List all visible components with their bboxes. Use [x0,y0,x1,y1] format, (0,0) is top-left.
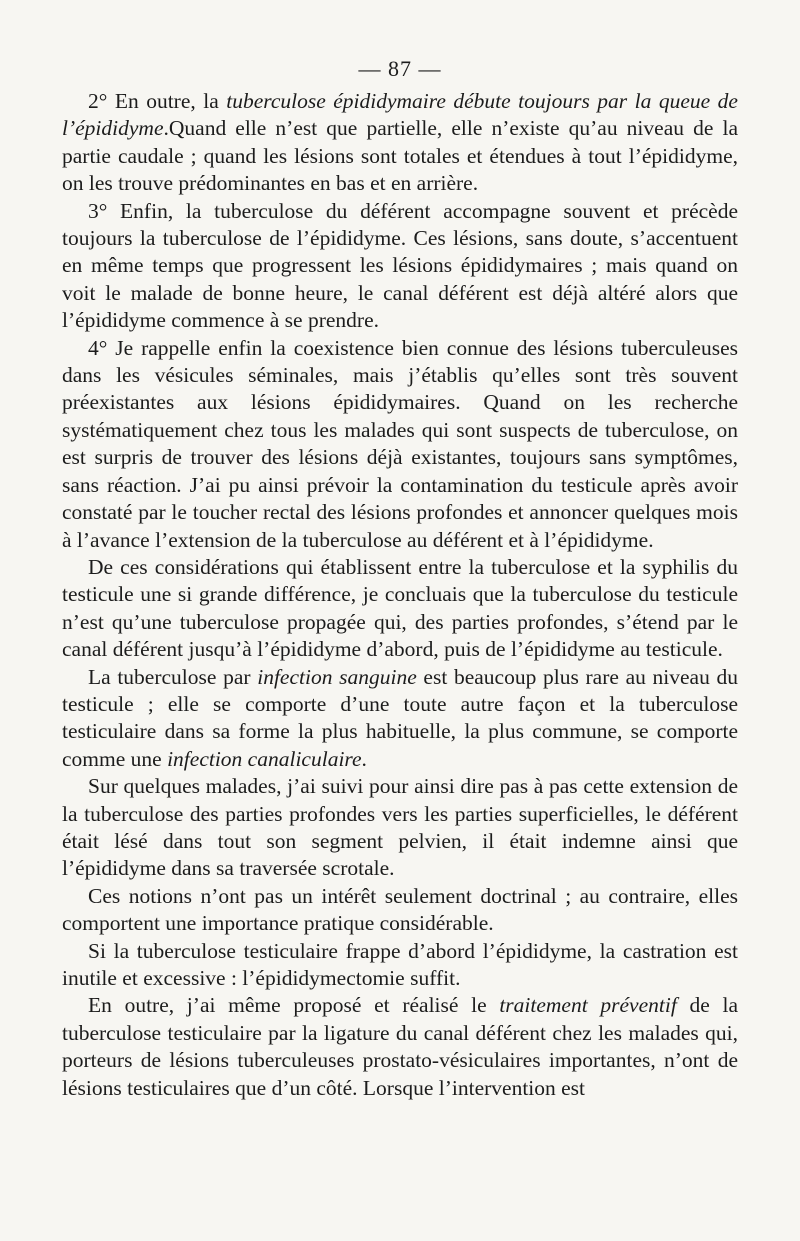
paragraph [62,335,738,554]
text-run: de la tuberculose testiculaire par la ligature du canal déférent chez les malades qui, porteurs de lésions tuberculeuses prostato-vésiculaires importantes, n’ont de lésions testiculaires que d’un côté. Lorsque l’intervention est [62,993,738,1100]
text-run: En outre, j’ai même proposé et réalisé le [88,993,500,1018]
text-run: Sur quelques malades, j’ai suivi pour ainsi dire pas à pas cette extension de la tuberculose des parties profondes vers les parties superficielles, le déférent était lésé dans tout son segment pelvien, il était indemne ainsi que l’épididyme dans sa traversée scrotale. [62,774,738,881]
text-run: Si la tuberculose testiculaire frappe d’abord l’épididyme, la castration est inutile et excessive : l’épididymectomie suffit. [62,938,738,990]
paragraph [62,992,738,1102]
paragraph [62,883,738,938]
text-run: 3° Enfin, la tuberculose du déférent accompagne souvent et précède toujours la tuberculose de l’épididyme. Ces lésions, sans doute, s’accentuent en même temps que progressent les lésions épididymaires ; mais quand on voit le malade de bonne heure, le canal déférent est déjà altéré alors que l’épididyme commence à se prendre. [62,198,738,333]
italic-text: infection canaliculaire [167,746,362,771]
italic-text: tuberculose épididymaire débute toujours par la queue de l’épididyme [62,89,738,141]
paragraph [62,938,738,993]
text-run: est beaucoup plus rare au niveau du testicule ; elle se comporte d’une toute autre façon et la tuberculose testiculaire dans sa forme la plus habituelle, la plus commune, se comporte comme une [62,664,738,771]
paragraph [62,198,738,335]
page-number: — 87 — [358,56,442,81]
body-text [62,88,738,1102]
text-run: De ces considérations qui établissent entre la tuberculose et la syphilis du testicule une si grande différence, je concluais que la tuberculose du testicule n’est qu’une tuberculose propagée qui, des parties profondes, s’étend par le canal déférent jusqu’à l’épididyme d’abord, puis de l’épididyme au testicule. [62,554,738,662]
text-run: Ces notions n’ont pas un intérêt seulement doctrinal ; au contraire, elles comportent une importance pratique considérable. [62,883,738,936]
text-run: .Quand elle n’est que partielle, elle n’existe qu’au niveau de la partie caudale ; quand les lésions sont totales et étendues à tout l’épididyme, on les trouve prédominantes en bas et en arrière. [62,116,738,196]
paragraph [62,773,738,883]
text-run: . [361,746,367,771]
text-run: 2° En outre, la [88,89,227,113]
paragraph [62,88,738,198]
paragraph [62,664,738,774]
italic-text: traitement préventif [499,993,677,1018]
italic-text: infection sanguine [257,664,417,689]
text-run: 4° Je rappelle enfin la coexistence bien connue des lésions tuberculeuses dans les vésicules séminales, mais j’établis qu’elles sont très souvent préexistantes aux lésions épididymaires. Quand on les recherche systématiquement chez tous les malades qui sont suspects de tuberculose, on est surpris de trouver des lésions déjà existantes, toujours sans symptômes, sans réaction. J’ai pu ainsi prévoir la contamination du testicule après avoir constaté par le toucher rectal des lésions profondes et annoncer quelques mois à l’avance l’extension de la tuberculose au déférent et à l’épididyme. [62,335,738,552]
paragraph [62,554,738,664]
text-run: La tuberculose par [88,664,258,689]
